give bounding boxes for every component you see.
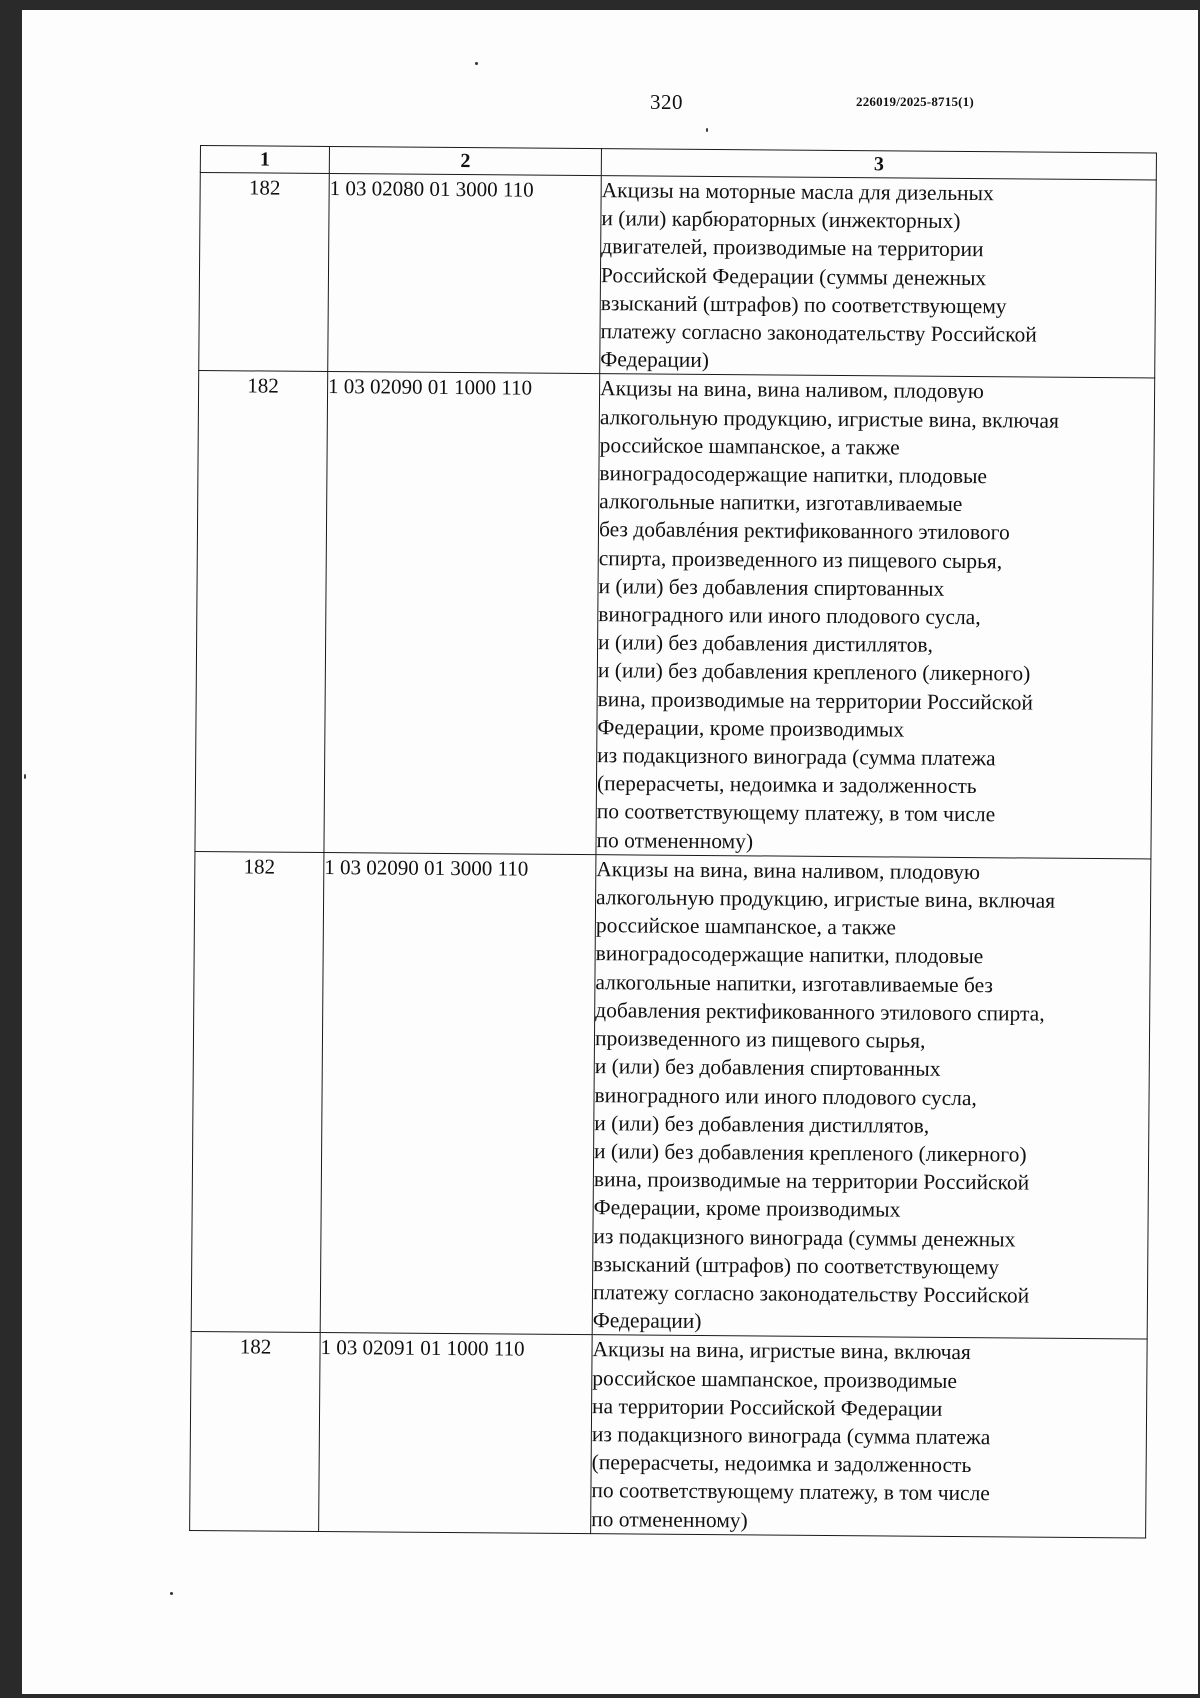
description-line: и (или) без добавления спиртованных: [594, 1054, 941, 1082]
description-line: и (или) карбюраторных (инжекторных): [601, 206, 961, 234]
description-line: вина, производимые на территории Российской: [597, 686, 1034, 715]
cell-admin-code: 182: [191, 851, 324, 1332]
description-line: (перерасчеты, недоимка и задолженность: [596, 771, 977, 799]
scan-speck: [475, 62, 478, 65]
description-line: российское шампанское, а также: [595, 913, 897, 940]
cell-budget-code: 1 03 02090 01 3000 110: [320, 852, 596, 1335]
description-line: без добавлéния ректификованного этилового: [598, 517, 1010, 545]
description-line: по соответствующему платежу, в том числе: [591, 1478, 990, 1506]
description-line: Акцизы на вина, вина наливом, плодовую: [596, 857, 981, 885]
description-line: и (или) без добавления крепленого (ликерного): [594, 1139, 1027, 1167]
description-line: Федерации, кроме производимых: [597, 714, 905, 742]
cell-budget-code: 1 03 02091 01 1000 110: [319, 1333, 593, 1534]
document-id: 226019/2025-8715(1): [856, 94, 974, 109]
description-line: спирта, произведенного из пищевого сырья,: [598, 545, 1003, 573]
description-line: российское шампанское, производимые: [592, 1365, 958, 1393]
cell-description: [600, 176, 1157, 379]
description-line: виноградного или иного плодового сусла,: [594, 1082, 977, 1110]
description-line: алкогольные напитки, изготавливаемые без: [595, 969, 994, 997]
description-line: по соответствующему платежу, в том числе: [596, 799, 996, 827]
description-line: взысканий (штрафов) по соответствующему: [600, 290, 1007, 319]
column-header-3: 3: [601, 149, 1156, 180]
cell-description: [592, 855, 1151, 1340]
description-line: виноградного или иного плодового сусла,: [598, 602, 981, 630]
description-line: платежу согласно законодательству Российской: [600, 319, 1037, 347]
description-line: из подакцизного винограда (суммы денежных: [593, 1223, 1016, 1251]
description-line: и (или) без добавления дистиллятов,: [598, 630, 934, 658]
description-line: Акцизы на вина, вина наливом, плодовую: [600, 376, 984, 404]
scan-speck: [24, 774, 26, 779]
description-line: из подакцизного винограда (сумма платежа: [591, 1422, 991, 1450]
description-line: Российской Федерации (суммы денежных: [600, 262, 987, 290]
description-line: российское шампанское, а также: [599, 432, 900, 460]
description-line: по отмененному): [591, 1506, 748, 1532]
description-line: вина, производимые на территории Российской: [593, 1167, 1030, 1195]
description-line: виноградосодержащие напитки, плодовые: [595, 941, 984, 969]
description-line: Акцизы на вина, игристые вина, включая: [592, 1337, 971, 1365]
table-row: [199, 173, 1157, 379]
description-line: и (или) без добавления спиртованных: [598, 573, 945, 601]
description-line: алкогольную продукцию, игристые вина, включая: [599, 404, 1060, 433]
table-row: [190, 1332, 1148, 1538]
scan-speck: [170, 1592, 173, 1595]
column-header-1: 1: [200, 146, 329, 174]
description-line: из подакцизного винограда (сумма платежа: [597, 743, 996, 771]
description-line: двигателей, производимые на территории: [601, 234, 984, 262]
description-line: платежу согласно законодательству Российской: [592, 1280, 1030, 1308]
description-line: Федерации): [592, 1308, 702, 1334]
cell-description: [596, 374, 1155, 859]
description-line: на территории Российской Федерации: [592, 1393, 943, 1421]
description-line: и (или) без добавления дистиллятов,: [594, 1110, 930, 1138]
description-line: алкогольную продукцию, игристые вина, включая: [596, 885, 1056, 913]
revenue-codes-table: [189, 145, 1157, 1538]
cell-admin-code: 182: [190, 1332, 321, 1531]
description-line: и (или) без добавления крепленого (ликерного): [597, 658, 1031, 686]
cell-admin-code: 182: [195, 371, 328, 852]
table-container: [189, 145, 1156, 1532]
description-line: взысканий (штрафов) по соответствующему: [593, 1251, 1000, 1280]
page-number: 320: [650, 90, 683, 114]
description-line: Федерации): [600, 347, 710, 373]
cell-budget-code: 1 03 02090 01 1000 110: [324, 372, 600, 855]
scan-speck: [706, 128, 708, 132]
cell-budget-code: 1 03 02080 01 3000 110: [328, 174, 602, 375]
column-header-2: 2: [329, 147, 601, 176]
table-body: [190, 173, 1157, 1538]
description-line: алкогольные напитки, изготавливаемые: [599, 489, 963, 517]
table-row: [191, 851, 1151, 1339]
description-line: Федерации, кроме производимых: [593, 1195, 901, 1222]
description-line: Акцизы на моторные масла для дизельных: [601, 178, 994, 206]
description-line: по отмененному): [596, 827, 754, 854]
table-row: [195, 371, 1155, 859]
description-line: виноградосодержащие напитки, плодовые: [599, 461, 988, 489]
description-line: (перерасчеты, недоимка и задолженность: [591, 1450, 972, 1478]
description-line: произведенного из пищевого сырья,: [594, 1026, 926, 1053]
cell-admin-code: 182: [199, 173, 330, 372]
cell-description: [591, 1335, 1148, 1538]
description-line: добавления ректификованного этилового спирта,: [595, 998, 1045, 1026]
document-page: [22, 10, 1198, 1694]
